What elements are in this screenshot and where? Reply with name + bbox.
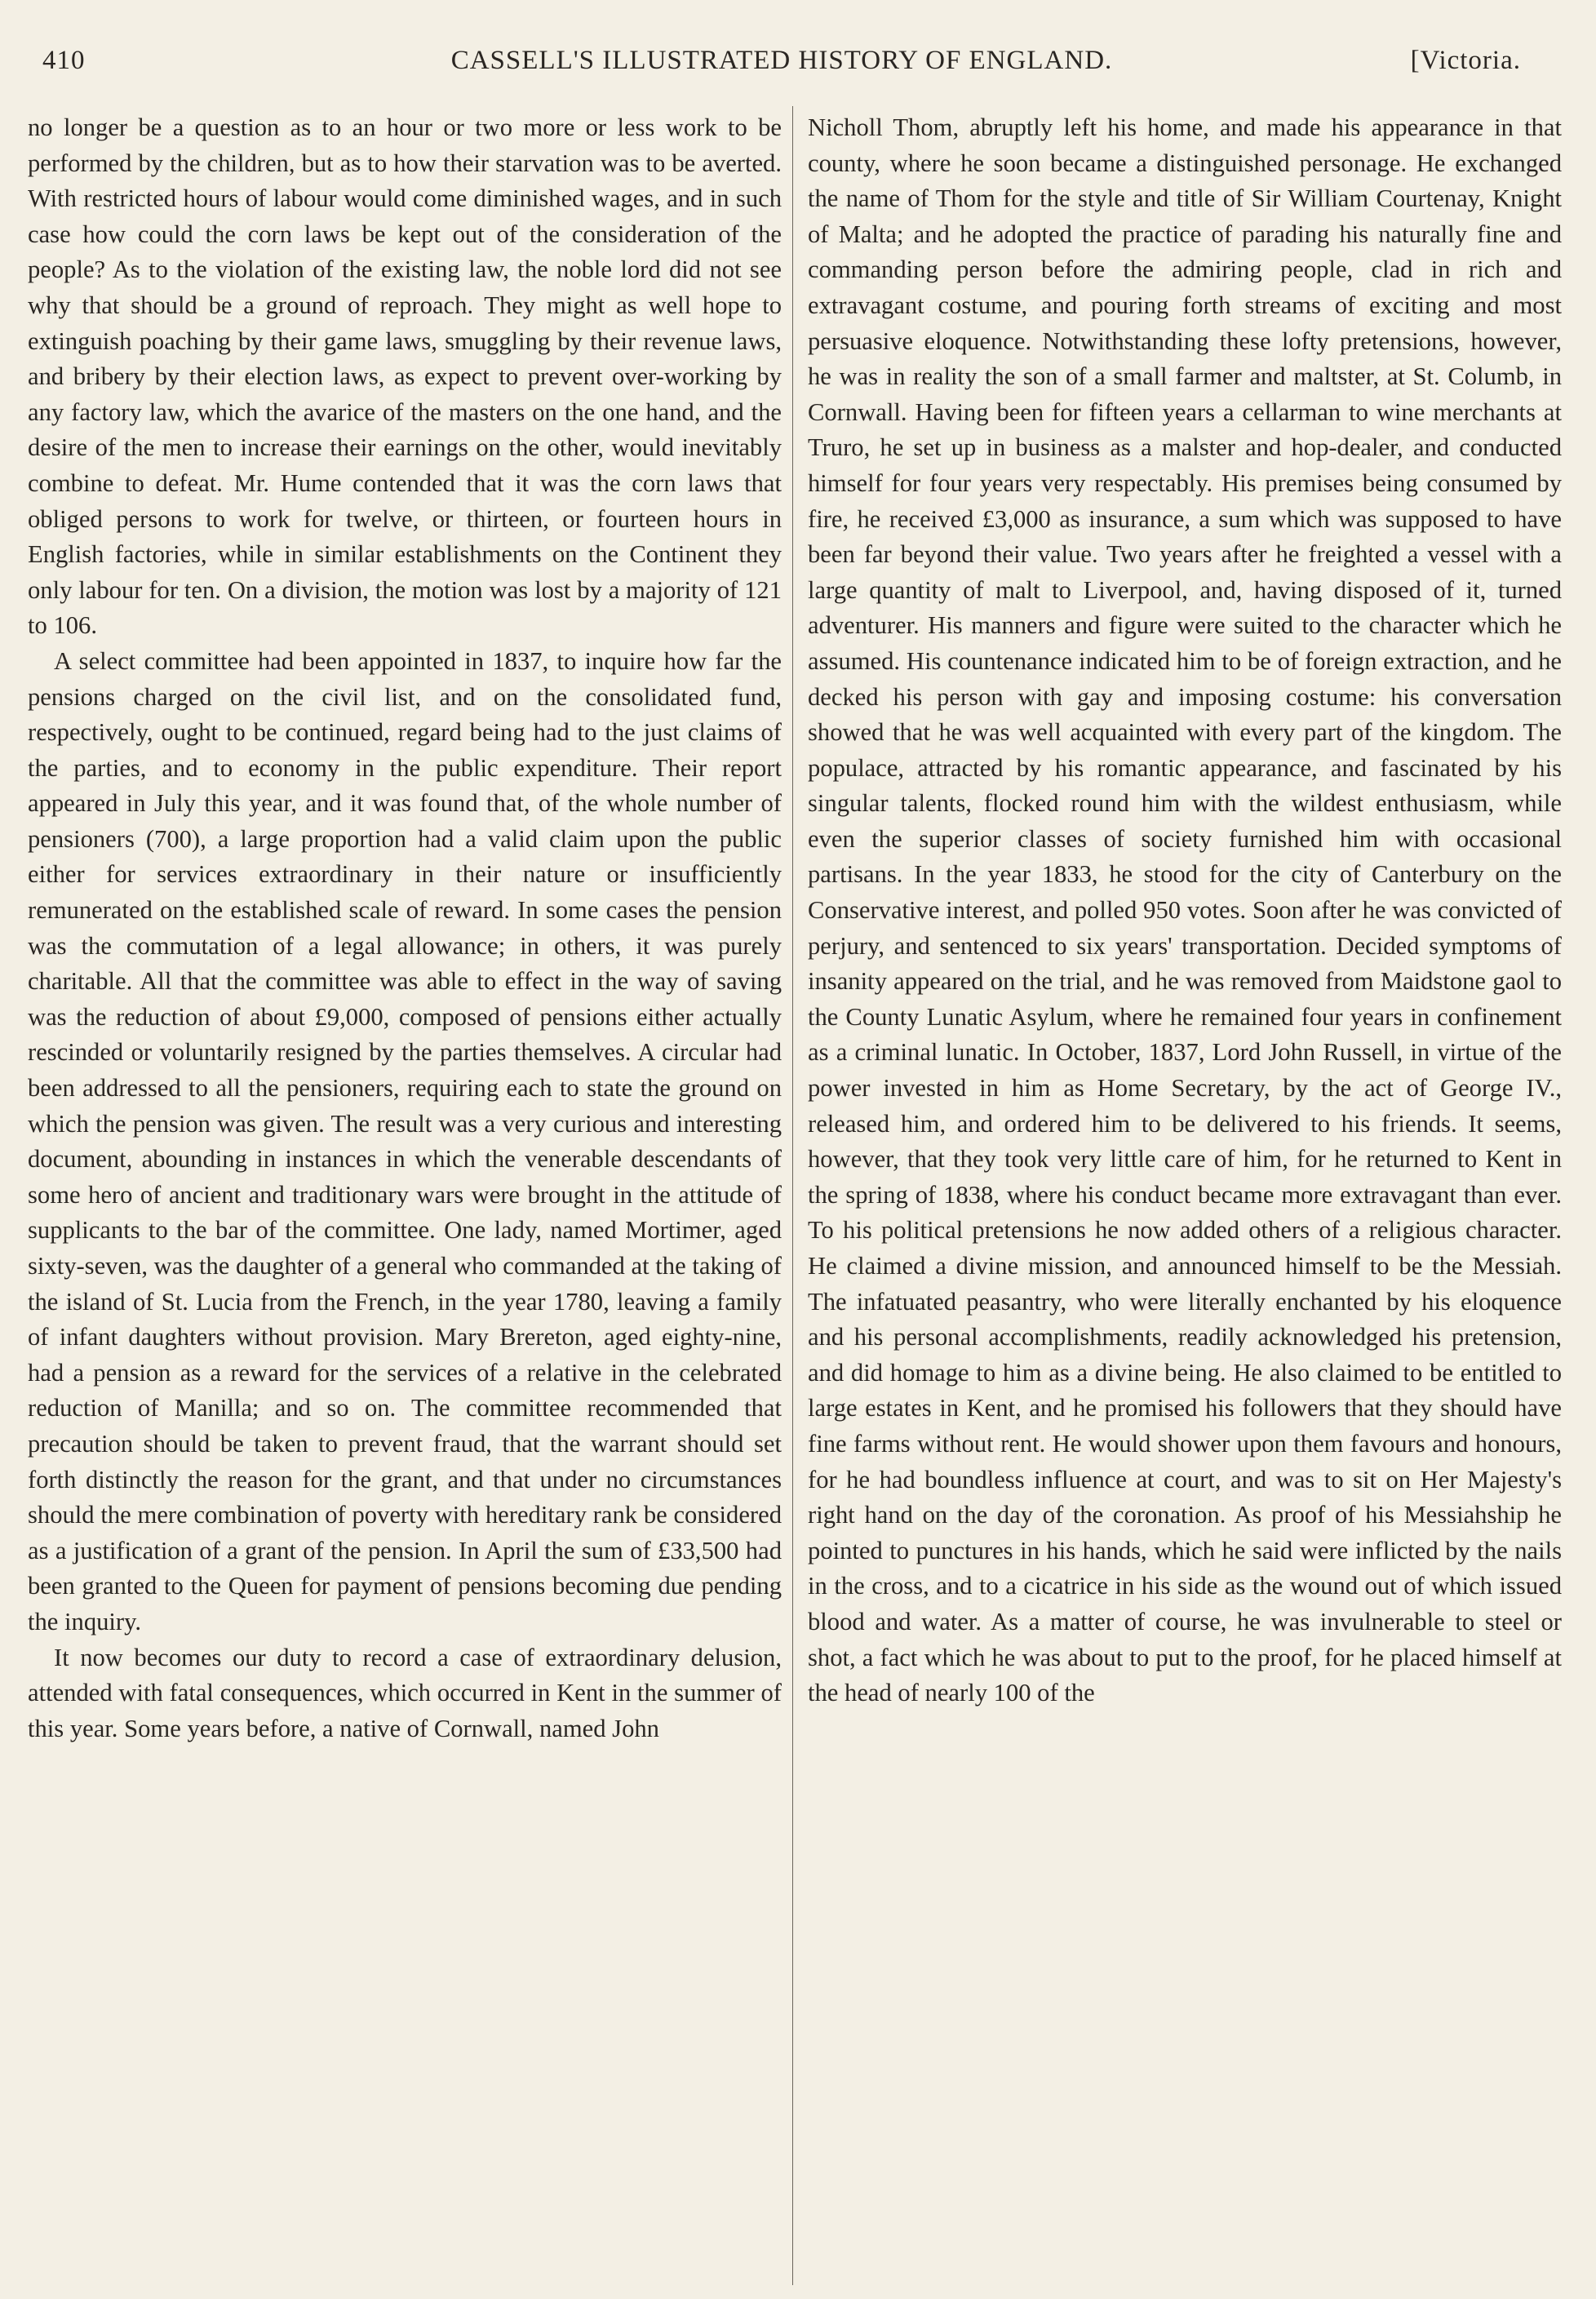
running-title: CASSELL'S ILLUSTRATED HISTORY OF ENGLAND. [450,46,1113,75]
page-header [42,46,1521,87]
paragraph: Nicholl Thom, abruptly left his home, and made his appearance in that county, where he soon became a distinguished personage. He exchanged the name of Thom for the style and title of Sir William Courtenay, Knight of Malta; and he adopted the practice of parading his naturally fine and commanding person before the admiring people, clad in rich and extravagant costume, and pouring forth streams of exciting and most persuasive eloquence. Notwithstanding these lofty pretensions, however, he was in reality the son of a small farmer and maltster, at St. Columb, in Cornwall. Having been for fifteen years a cellarman to wine merchants at Truro, he set up in business as a malster and hop-dealer, and conducted himself for four years very respectably. His premises being consumed by fire, he received £3,000 as insurance, a sum which was supposed to have been far beyond their value. Two years after he freighted a vessel with a large quantity of malt to Liverpool, and, having disposed of it, turned adventurer. His manners and figure were suited to the character which he assumed. His countenance indicated him to be of foreign extraction, and he decked his person with gay and imposing costume: his conversation showed that he was well acquainted with every part of the kingdom. The populace, attracted by his romantic appearance, and fascinated by his singular talents, flocked round him with the wildest enthusiasm, while even the superior classes of society furnished him with occasional partisans. In the year 1833, he stood for the city of Canterbury on the Conservative interest, and polled 950 votes. Soon after he was convicted of perjury, and sentenced to six years' transportation. Decided symptoms of insanity appeared on the trial, and he was removed from Maidstone gaol to the County Lunatic Asylum, where he remained four years in confinement as a criminal lunatic. In October, 1837, Lord John Russell, in virtue of the power invested in him as Home Secretary, by the act of George IV., released him, and ordered him to be delivered to his friends. It seems, however, that they took very little care of him, for he returned to Kent in the spring of 1838, where his conduct became more extravagant than ever. To his political pretensions he now added others of a religious character. He claimed a divine mission, and announced himself to be the Messiah. The infatuated peasantry, who were literally enchanted by his eloquence and his personal accomplishments, readily acknowledged his pretension, and did homage to him as a divine being. He also claimed to be entitled to large estates in Kent, and he promised his followers that they should have fine farms without rent. He would shower upon them favours and honours, for he had boundless influence at court, and was to sit on Her Majesty's right hand on the day of the coronation. As proof of his Messiahship he pointed to punctures in his hands, which he said were inflicted by the nails in the cross, and to a cicatrice in his side as the wound out of which issued blood and water. As a matter of course, he was invulnerable to steel or shot, a fact which he was about to put to the proof, for he placed himself at the head of nearly 100 of the [808,113,1562,1707]
page-number: 410 [42,46,86,75]
paragraph: no longer be a question as to an hour or two more or less work to be performed by the children, but as to how their starvation was to be averted. With restricted hours of labour would come diminished wages, and in such case how could the corn laws be kept out of the consideration of the people? As to the violation of the existing law, the noble lord did not see why that should be a ground of reproach. They might as well hope to extinguish poaching by their game laws, smuggling by their revenue laws, and bribery by their election laws, as expect to prevent over-working by any factory law, which the avarice of the masters on the one hand, and the desire of the men to increase their earnings on the other, would inevitably combine to defeat. Mr. Hume contended that it was the corn laws that obliged persons to work for twelve, or thirteen, or fourteen hours in English factories, while in similar establishments on the Continent they only labour for ten. On a division, the motion was lost by a majority of 121 to 106. [28,113,782,640]
column-divider [792,106,793,2285]
paragraph: It now becomes our duty to record a case of extraordinary delusion, attended with fatal consequences, which occurred in Kent in the summer of this year. Some years before, a native of Cornwall, named John [28,1643,782,1742]
right-column [808,110,1562,2281]
left-column [28,110,782,2281]
paragraph: A select committee had been appointed in 1837, to inquire how far the pensions charged on the civil list, and on the consolidated fund, respectively, ought to be continued, regard being had to the just claims of the parties, and to economy in the public expenditure. Their report appeared in July this year, and it was found that, of the whole number of pensioners (700), a large proportion had a valid claim upon the public either for services extraordinary in their nature or insufficiently remunerated on the established scale of reward. In some cases the pension was the commutation of a legal allowance; in others, it was purely charitable. All that the committee was able to effect in the way of saving was the reduction of about £9,000, composed of pensions either actually rescinded or voluntarily resigned by the parties themselves. A circular had been addressed to all the pensioners, requiring each to state the ground on which the pension was given. The result was a very curious and interesting document, abounding in instances in which the venerable descendants of some hero of ancient and traditionary wars were brought in the attitude of supplicants to the bar of the committee. One lady, named Mortimer, aged sixty-seven, was the daughter of a general who commanded at the taking of the island of St. Lucia from the French, in the year 1780, leaving a family of infant daughters without provision. Mary Brereton, aged eighty-nine, had a pension as a reward for the services of a relative in the celebrated reduction of Manilla; and so on. The committee recommended that precaution should be taken to prevent fraud, that the warrant should set forth distinctly the reason for the grant, and that under no circumstances should the mere combination of poverty with hereditary rank be considered as a justification of a grant of the pension. In April the sum of £33,500 had been granted to the Queen for payment of pensions becoming due pending the inquiry. [28,646,782,1635]
section-label: [Victoria. [1410,46,1521,75]
